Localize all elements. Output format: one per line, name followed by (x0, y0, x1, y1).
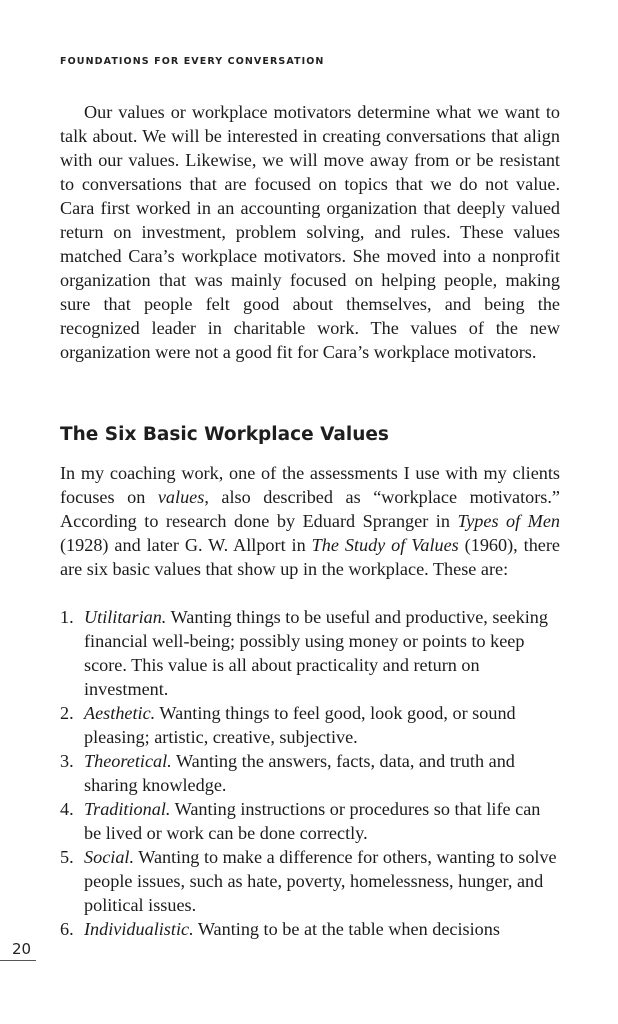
running-head: FOUNDATIONS FOR EVERY CONVERSATION (60, 56, 325, 67)
value-term: Aesthetic. (84, 703, 156, 723)
paragraph-text: In my coaching work, one of the assessments I use with my clients focuses on (60, 463, 560, 507)
list-number: 1. (60, 607, 74, 627)
values-list (60, 605, 560, 941)
list-number: 5. (60, 847, 74, 867)
values-intro-paragraph (60, 461, 560, 581)
value-term: Theoretical. (84, 751, 172, 771)
list-item (60, 797, 560, 845)
list-item (60, 701, 560, 749)
section-heading: The Six Basic Workplace Values (60, 424, 389, 445)
list-number: 2. (60, 703, 74, 723)
book-title-study-of-values: The Study of Values (311, 535, 459, 555)
intro-paragraph: Our values or workplace motivators determine what we want to talk about. We will be interested in creating conversations that align with our values. Likewise, we will move away from or be resistant to conversations that are focused on topics that we do not value. Cara first worked in an accounting organization that deeply valued return on investment, problem solving, and rules. These values matched Cara’s workplace motivators. She moved into a nonprofit organization that was mainly focused on helping people, making sure that people felt good about themselves, and being the recognized leader in charitable work. The values of the new organization were not a good fit for Cara’s workplace motivators. (60, 102, 560, 362)
value-description: Wanting the answers, facts, data, and truth and sharing knowledge. (84, 751, 515, 795)
list-item (60, 605, 560, 701)
list-number: 6. (60, 919, 74, 939)
value-description: Wanting things to feel good, look good, or sound pleasing; artistic, creative, subjective. (84, 703, 516, 747)
list-item (60, 917, 560, 941)
emphasis-values: values (157, 487, 205, 507)
paragraph-text: , also described as “workplace motivators.” According to research done by Eduard Spranger in (60, 487, 560, 531)
list-number: 3. (60, 751, 74, 771)
book-title-types-of-men: Types of Men (457, 511, 561, 531)
list-item (60, 749, 560, 797)
list-item (60, 845, 560, 917)
value-description: Wanting to be at the table when decisions (193, 919, 500, 939)
value-term: Utilitarian. (84, 607, 167, 627)
value-term: Social. (84, 847, 135, 867)
paragraph-text: (1928) and later G. W. Allport in (60, 535, 312, 555)
value-term: Individualistic. (84, 919, 194, 939)
page-number-rule (0, 960, 36, 961)
value-description: Wanting things to be useful and productive, seeking financial well-being; possibly using money or points to keep score. This value is all about practicality and return on investment. (84, 607, 548, 699)
value-description: Wanting instructions or procedures so that life can be lived or work can be done correctly. (84, 799, 541, 843)
value-term: Traditional. (84, 799, 171, 819)
paragraph-text: (1960), there are six basic values that show up in the workplace. These are: (60, 535, 560, 579)
page-number: 20 (12, 940, 32, 958)
list-number: 4. (60, 799, 74, 819)
value-description: Wanting to make a difference for others, wanting to solve people issues, such as hate, poverty, homelessness, hunger, and political issues. (84, 847, 557, 915)
